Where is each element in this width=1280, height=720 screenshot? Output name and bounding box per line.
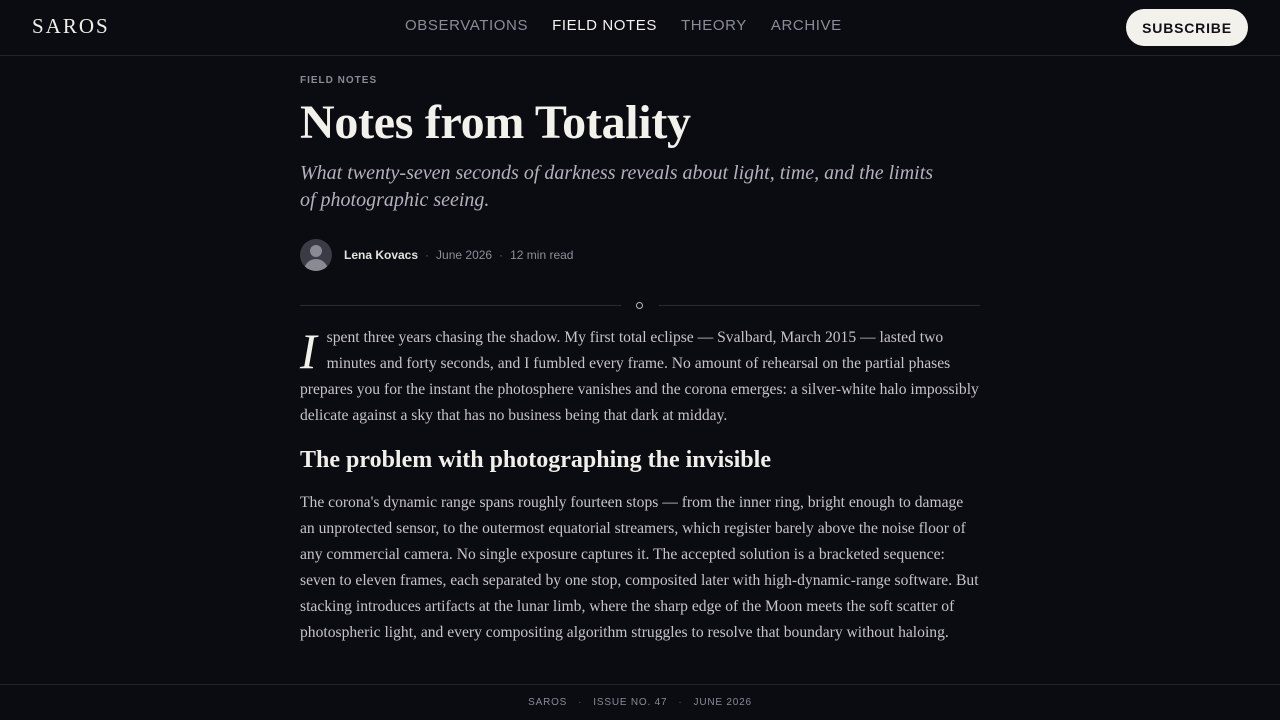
avatar-head <box>310 245 322 257</box>
nav-item-theory[interactable]: THEORY <box>681 17 747 34</box>
main-nav <box>405 17 842 35</box>
nav-item-observations[interactable]: OBSERVATIONS <box>405 17 529 34</box>
article-kicker[interactable]: FIELD NOTES <box>300 75 378 86</box>
avatar-shoulders <box>304 259 328 271</box>
divider-line-right <box>659 305 980 306</box>
article-title: Notes from Totality <box>300 96 691 149</box>
byline-separator: · <box>499 248 504 262</box>
author-name[interactable]: Lena Kovacs <box>344 248 419 262</box>
nav-item-archive[interactable]: ARCHIVE <box>770 17 842 34</box>
subscribe-button[interactable]: SUBSCRIBE <box>1126 9 1248 46</box>
footer-separator: · <box>678 697 683 708</box>
byline-separator: · <box>425 248 430 262</box>
section-divider <box>300 300 980 310</box>
paragraph-2: The corona's dynamic range spans roughly fourteen stops — from the inner ring, bright enough to damage an unprotected sensor, to the outermost equatorial streamers, which register barely above the noise floor of any commercial camera. No single exposure captures it. The accepted solution is a bracketed sequence: seven to eleven frames, each separated by one stop, composited later with high-dynamic-range software. But stacking introduces artifacts at the lunar limb, where the sharp edge of the Moon meets the soft scatter of photospheric light, and every compositing algorithm struggles to resolve that boundary without haloing. <box>300 494 979 641</box>
site-header <box>0 0 1280 56</box>
paragraph-1-text: spent three years chasing the shadow. My first total eclipse — Svalbard, March 2015 — lasted two minutes and forty seconds, and I fumbled every frame. No amount of rehearsal on the partial phases prepares you for the instant the photosphere vanishes and the corona emerges: a silver-white halo impossibly delicate against a sky that has no business being that dark at midday. <box>300 329 979 424</box>
footer-separator: · <box>578 697 583 708</box>
divider-ornament-icon <box>636 302 643 309</box>
site-logo[interactable]: SAROS <box>32 14 110 38</box>
nav-item-field-notes[interactable]: FIELD NOTES <box>552 17 658 34</box>
byline <box>300 239 573 271</box>
paragraph-1 <box>300 325 980 429</box>
publish-date: June 2026 <box>436 248 493 262</box>
author-avatar[interactable] <box>300 239 332 271</box>
site-footer <box>0 684 1280 720</box>
footer-issue: ISSUE NO. 47 <box>593 697 668 708</box>
drop-cap: I <box>300 323 317 379</box>
read-time: 12 min read <box>510 248 574 262</box>
article-subtitle: What twenty-seven seconds of darkness reveals about light, time, and the limits of photographic seeing. <box>300 162 934 211</box>
section-heading: The problem with photographing the invisible <box>300 447 771 473</box>
footer-brand: SAROS <box>528 697 568 708</box>
footer-date: JUNE 2026 <box>693 697 752 708</box>
divider-line-left <box>300 305 621 306</box>
